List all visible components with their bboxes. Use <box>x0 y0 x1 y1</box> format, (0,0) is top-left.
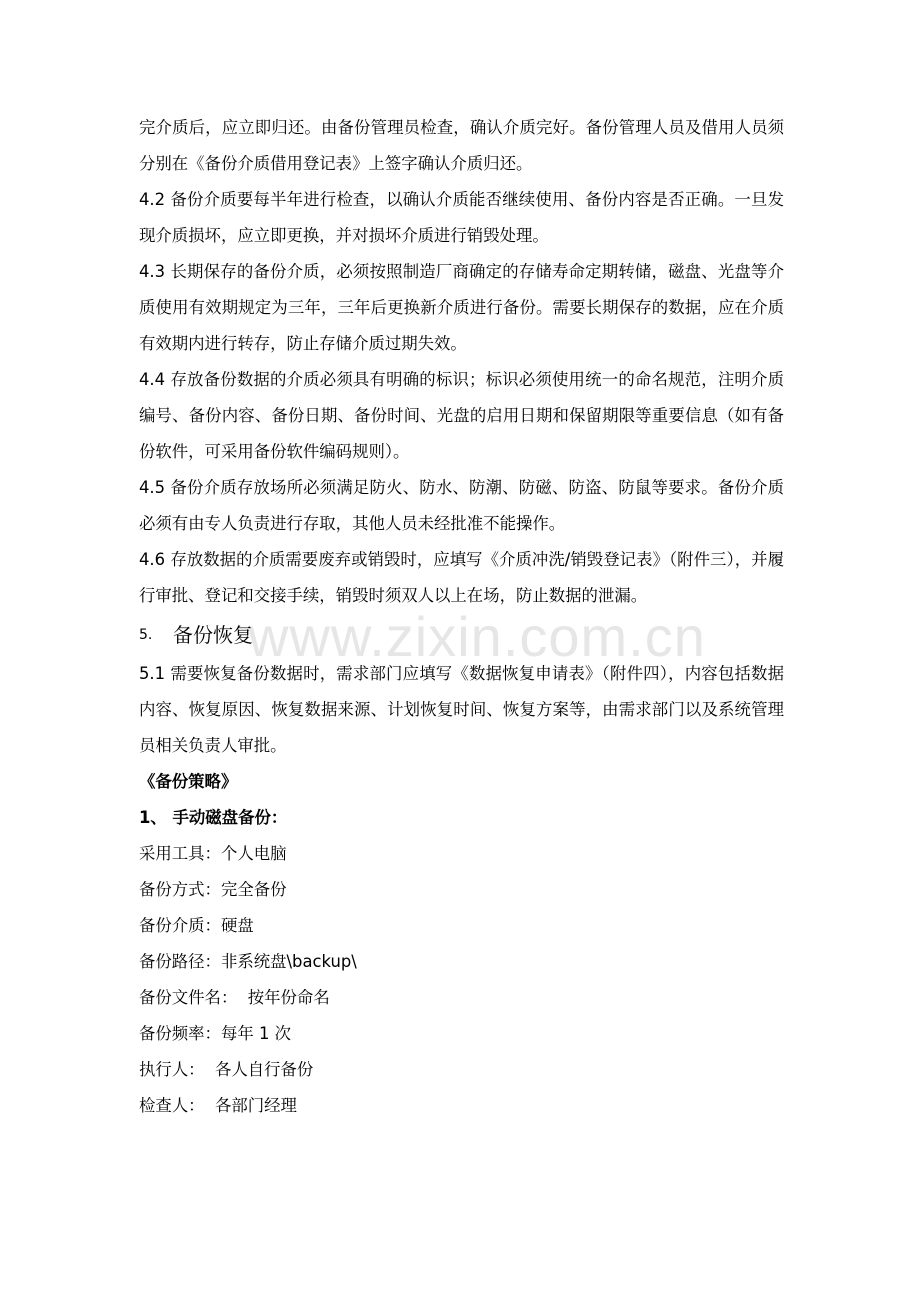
paragraph-4-5: 4.5 备份介质存放场所必须满足防火、防水、防潮、防磁、防盗、防鼠等要求。备份介质必须有由专人负责进行存取，其他人员未经批准不能操作。 <box>139 478 784 533</box>
paragraph-4-3: 4.3 长期保存的备份介质，必须按照制造厂商确定的存储寿命定期转储，磁盘、光盘等介质使用有效期规定为三年，三年后更换新介质进行备份。需要长期保存的数据，应在介质有效期内进行转存，防止存储介质过期失效。 <box>139 262 784 353</box>
item-checker: 检查人： 各部门经理 <box>139 1096 297 1115</box>
paragraph-4-2: 4.2 备份介质要每半年进行检查，以确认介质能否继续使用、备份内容是否正确。一旦发现介质损坏，应立即更换，并对损坏介质进行销毁处理。 <box>139 190 784 245</box>
section-heading-5 <box>139 614 784 656</box>
document-body <box>139 110 784 1124</box>
item-tool: 采用工具：个人电脑 <box>139 844 287 863</box>
section-number: 5. <box>139 627 153 643</box>
strategy-title: 《备份策略》 <box>139 772 238 791</box>
section-title: 备份恢复 <box>173 623 253 647</box>
item-media: 备份介质：硬盘 <box>139 916 254 935</box>
item-frequency: 备份频率：每年 1 次 <box>139 1024 291 1043</box>
item-method: 备份方式：完全备份 <box>139 880 287 899</box>
item-path: 备份路径：非系统盘\backup\ <box>139 952 357 971</box>
watermark-text: www.zixin.com.cn <box>248 605 706 668</box>
item-executor: 执行人： 各人自行备份 <box>139 1060 314 1079</box>
paragraph-4-6: 4.6 存放数据的介质需要废弃或销毁时，应填写《介质冲洗/销毁登记表》（附件三），并履行审批、登记和交接手续，销毁时须双人以上在场，防止数据的泄漏。 <box>139 550 784 605</box>
paragraph-5-1: 5.1 需要恢复备份数据时，需求部门应填写《数据恢复申请表》（附件四），内容包括数据内容、恢复原因、恢复数据来源、计划恢复时间、恢复方案等，由需求部门以及系统管理员相关负责人审批。 <box>139 664 784 755</box>
paragraph-4-1-continued: 完介质后，应立即归还。由备份管理员检查，确认介质完好。备份管理人员及借用人员须分别在《备份介质借用登记表》上签字确认介质归还。 <box>139 118 784 173</box>
item-1-title: 1、 手动磁盘备份： <box>139 808 288 827</box>
item-filename: 备份文件名： 按年份命名 <box>139 988 330 1007</box>
paragraph-4-4: 4.4 存放备份数据的介质必须具有明确的标识；标识必须使用统一的命名规范，注明介质编号、备份内容、备份日期、备份时间、光盘的启用日期和保留期限等重要信息（如有备份软件，可采用备份软件编码规则）。 <box>139 370 784 461</box>
